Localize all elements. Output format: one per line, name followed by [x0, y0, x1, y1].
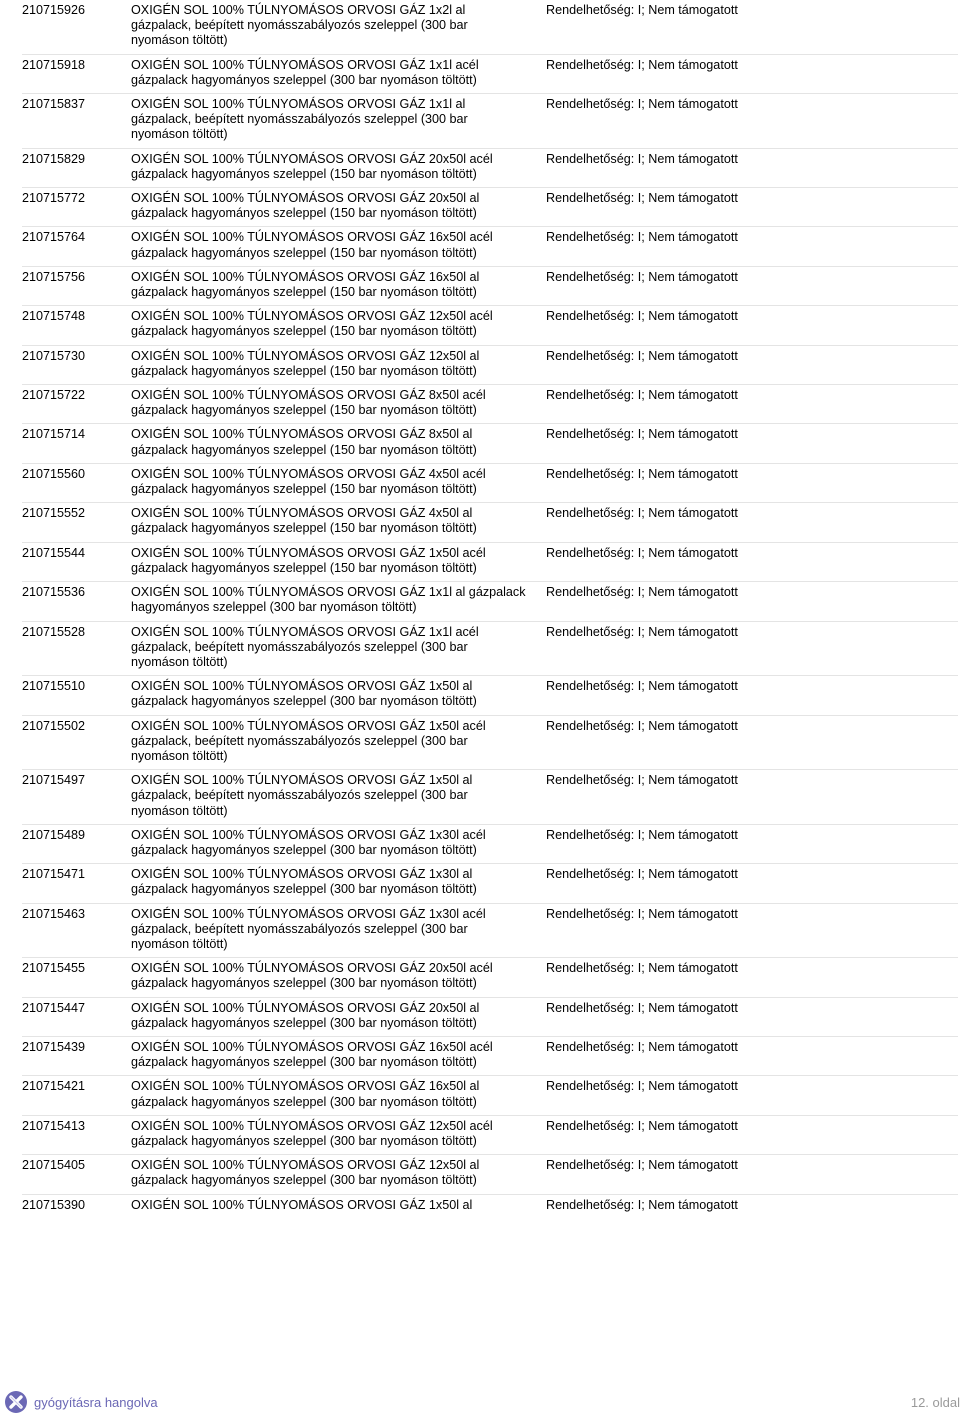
product-description: OXIGÉN SOL 100% TÚLNYOMÁSOS ORVOSI GÁZ 20x50l acél gázpalack hagyományos szeleppel (300 bar nyomáson töltött) [131, 961, 493, 991]
list-item [22, 676, 958, 715]
product-code: 210715560 [22, 466, 86, 481]
product-code: 210715447 [22, 1000, 86, 1015]
product-code: 210715536 [22, 585, 86, 600]
product-description: OXIGÉN SOL 100% TÚLNYOMÁSOS ORVOSI GÁZ 1x1l al gázpalack, beépített nyomásszabályozós szeleppel (300 bar nyomáson töltött) [131, 97, 468, 142]
list-item [22, 1076, 958, 1115]
availability-status: Rendelhetőség: I; Nem támogatott [546, 3, 738, 17]
availability-status: Rendelhetőség: I; Nem támogatott [546, 906, 738, 921]
product-description: OXIGÉN SOL 100% TÚLNYOMÁSOS ORVOSI GÁZ 4x50l al gázpalack hagyományos szeleppel (150 bar nyomáson töltött) [131, 506, 477, 536]
availability-status: Rendelhetőség: I; Nem támogatott [546, 1079, 738, 1094]
product-code: 210715756 [22, 269, 86, 284]
availability-status: Rendelhetőség: I; Nem támogatott [546, 151, 738, 166]
product-description: OXIGÉN SOL 100% TÚLNYOMÁSOS ORVOSI GÁZ 1x50l acél gázpalack hagyományos szeleppel (150 bar nyomáson töltött) [131, 545, 486, 575]
availability-status: Rendelhetőség: I; Nem támogatott [546, 427, 738, 442]
product-description: OXIGÉN SOL 100% TÚLNYOMÁSOS ORVOSI GÁZ 1x1l al gázpalack hagyományos szeleppel (300 bar nyomáson töltött) [131, 585, 526, 615]
availability-status: Rendelhetőség: I; Nem támogatott [546, 545, 738, 560]
product-code: 210715455 [22, 961, 86, 976]
availability-status: Rendelhetőség: I; Nem támogatott [546, 718, 738, 733]
list-item [22, 55, 958, 94]
product-code: 210715722 [22, 388, 86, 403]
product-description: OXIGÉN SOL 100% TÚLNYOMÁSOS ORVOSI GÁZ 16x50l acél gázpalack hagyományos szeleppel (150 bar nyomáson töltött) [131, 230, 493, 260]
product-description: OXIGÉN SOL 100% TÚLNYOMÁSOS ORVOSI GÁZ 20x50l al gázpalack hagyományos szeleppel (150 bar nyomáson töltött) [131, 191, 480, 221]
product-description: OXIGÉN SOL 100% TÚLNYOMÁSOS ORVOSI GÁZ 1x30l al gázpalack hagyományos szeleppel (300 bar nyomáson töltött) [131, 867, 477, 897]
product-code: 210715439 [22, 1039, 86, 1054]
availability-status: Rendelhetőség: I; Nem támogatott [546, 269, 738, 284]
list-item [22, 346, 958, 385]
product-list [22, 0, 958, 1218]
list-item [22, 267, 958, 306]
availability-status: Rendelhetőség: I; Nem támogatott [546, 309, 738, 324]
availability-status: Rendelhetőség: I; Nem támogatott [546, 773, 738, 788]
list-item [22, 188, 958, 227]
availability-status: Rendelhetőség: I; Nem támogatott [546, 466, 738, 481]
list-item [22, 716, 958, 771]
product-description: OXIGÉN SOL 100% TÚLNYOMÁSOS ORVOSI GÁZ 1x50l al [131, 1197, 473, 1212]
product-description: OXIGÉN SOL 100% TÚLNYOMÁSOS ORVOSI GÁZ 16x50l al gázpalack hagyományos szeleppel (150 bar nyomáson töltött) [131, 269, 480, 300]
availability-status: Rendelhetőség: I; Nem támogatott [546, 57, 738, 72]
product-description: OXIGÉN SOL 100% TÚLNYOMÁSOS ORVOSI GÁZ 20x50l al gázpalack hagyományos szeleppel (300 bar nyomáson töltött) [131, 1000, 480, 1030]
list-item [22, 825, 958, 864]
availability-status: Rendelhetőség: I; Nem támogatott [546, 230, 738, 245]
list-item [22, 1116, 958, 1155]
list-item [22, 582, 958, 621]
product-description: OXIGÉN SOL 100% TÚLNYOMÁSOS ORVOSI GÁZ 1x50l al gázpalack, beépített nyomásszabályozós szeleppel (300 bar nyomáson töltött) [131, 773, 473, 818]
product-code: 210715926 [22, 3, 86, 17]
list-item [22, 227, 958, 266]
availability-status: Rendelhetőség: I; Nem támogatott [546, 1158, 738, 1173]
availability-status: Rendelhetőség: I; Nem támogatott [546, 624, 738, 639]
list-item [22, 424, 958, 463]
product-description: OXIGÉN SOL 100% TÚLNYOMÁSOS ORVOSI GÁZ 12x50l acél gázpalack hagyományos szeleppel (300 bar nyomáson töltött) [131, 1118, 493, 1148]
availability-status: Rendelhetőség: I; Nem támogatott [546, 506, 738, 521]
list-item [22, 149, 958, 188]
cross-logo-icon [4, 1390, 28, 1414]
list-item [22, 958, 958, 997]
product-code: 210715510 [22, 679, 86, 694]
availability-status: Rendelhetőség: I; Nem támogatott [546, 961, 738, 976]
list-item [22, 1037, 958, 1076]
list-item [22, 503, 958, 542]
list-item [22, 385, 958, 424]
product-description: OXIGÉN SOL 100% TÚLNYOMÁSOS ORVOSI GÁZ 12x50l al gázpalack hagyományos szeleppel (150 bar nyomáson töltött) [131, 348, 480, 378]
availability-status: Rendelhetőség: I; Nem támogatott [546, 1039, 738, 1054]
product-code: 210715837 [22, 97, 86, 112]
product-description: OXIGÉN SOL 100% TÚLNYOMÁSOS ORVOSI GÁZ 8x50l acél gázpalack hagyományos szeleppel (150 bar nyomáson töltött) [131, 388, 486, 418]
availability-status: Rendelhetőség: I; Nem támogatott [546, 585, 738, 600]
product-code: 210715552 [22, 506, 86, 521]
list-item [22, 1155, 958, 1194]
product-code: 210715489 [22, 827, 86, 842]
product-description: OXIGÉN SOL 100% TÚLNYOMÁSOS ORVOSI GÁZ 12x50l al gázpalack hagyományos szeleppel (300 bar nyomáson töltött) [131, 1158, 480, 1188]
product-code: 210715405 [22, 1158, 86, 1173]
list-item [22, 998, 958, 1037]
list-item [22, 904, 958, 959]
product-description: OXIGÉN SOL 100% TÚLNYOMÁSOS ORVOSI GÁZ 1x2l al gázpalack, beépített nyomásszabályozós szeleppel (300 bar nyomáson töltött) [131, 3, 468, 48]
list-item [22, 622, 958, 677]
product-code: 210715918 [22, 57, 86, 72]
availability-status: Rendelhetőség: I; Nem támogatott [546, 348, 738, 363]
product-code: 210715471 [22, 867, 86, 882]
product-description: OXIGÉN SOL 100% TÚLNYOMÁSOS ORVOSI GÁZ 1x50l al gázpalack hagyományos szeleppel (300 bar nyomáson töltött) [131, 679, 477, 709]
product-code: 210715730 [22, 348, 86, 363]
product-code: 210715421 [22, 1079, 86, 1094]
product-code: 210715390 [22, 1197, 86, 1212]
list-item [22, 543, 958, 582]
product-description: OXIGÉN SOL 100% TÚLNYOMÁSOS ORVOSI GÁZ 1x30l acél gázpalack, beépített nyomásszabályozós szeleppel (300 bar nyomáson töltött) [131, 906, 486, 951]
list-item [22, 94, 958, 149]
product-code: 210715528 [22, 624, 86, 639]
product-code: 210715714 [22, 427, 86, 442]
product-description: OXIGÉN SOL 100% TÚLNYOMÁSOS ORVOSI GÁZ 8x50l al gázpalack hagyományos szeleppel (150 bar nyomáson töltött) [131, 427, 477, 457]
product-code: 210715748 [22, 309, 86, 324]
product-code: 210715764 [22, 230, 86, 245]
page-number: 12. oldal [910, 1395, 960, 1410]
availability-status: Rendelhetőség: I; Nem támogatott [546, 827, 738, 842]
product-description: OXIGÉN SOL 100% TÚLNYOMÁSOS ORVOSI GÁZ 20x50l acél gázpalack hagyományos szeleppel (150 bar nyomáson töltött) [131, 151, 493, 181]
product-description: OXIGÉN SOL 100% TÚLNYOMÁSOS ORVOSI GÁZ 1x30l acél gázpalack hagyományos szeleppel (300 bar nyomáson töltött) [131, 827, 486, 857]
product-code: 210715772 [22, 191, 86, 206]
product-description: OXIGÉN SOL 100% TÚLNYOMÁSOS ORVOSI GÁZ 1x1l acél gázpalack, beépített nyomásszabályozós szeleppel (300 bar nyomáson töltött) [131, 624, 479, 669]
list-item [22, 864, 958, 903]
product-description: OXIGÉN SOL 100% TÚLNYOMÁSOS ORVOSI GÁZ 12x50l acél gázpalack hagyományos szeleppel (150 bar nyomáson töltött) [131, 309, 493, 339]
availability-status: Rendelhetőség: I; Nem támogatott [546, 1197, 738, 1212]
list-item [22, 0, 958, 55]
product-description: OXIGÉN SOL 100% TÚLNYOMÁSOS ORVOSI GÁZ 1x50l acél gázpalack, beépített nyomásszabályozós szeleppel (300 bar nyomáson töltött) [131, 718, 486, 763]
product-code: 210715829 [22, 151, 86, 166]
availability-status: Rendelhetőség: I; Nem támogatott [546, 1000, 738, 1015]
product-description: OXIGÉN SOL 100% TÚLNYOMÁSOS ORVOSI GÁZ 16x50l acél gázpalack hagyományos szeleppel (300 bar nyomáson töltött) [131, 1039, 493, 1070]
product-code: 210715463 [22, 906, 86, 921]
product-description: OXIGÉN SOL 100% TÚLNYOMÁSOS ORVOSI GÁZ 4x50l acél gázpalack hagyományos szeleppel (150 bar nyomáson töltött) [131, 466, 486, 497]
product-description: OXIGÉN SOL 100% TÚLNYOMÁSOS ORVOSI GÁZ 1x1l acél gázpalack hagyományos szeleppel (300 bar nyomáson töltött) [131, 57, 479, 87]
availability-status: Rendelhetőség: I; Nem támogatott [546, 867, 738, 882]
product-code: 210715413 [22, 1118, 86, 1133]
list-item [22, 770, 958, 825]
list-item [22, 464, 958, 503]
availability-status: Rendelhetőség: I; Nem támogatott [546, 1118, 738, 1133]
product-code: 210715497 [22, 773, 86, 788]
availability-status: Rendelhetőség: I; Nem támogatott [546, 97, 738, 112]
availability-status: Rendelhetőség: I; Nem támogatott [546, 388, 738, 403]
brand-tagline: gyógyításra hangolva [34, 1395, 158, 1410]
list-item [22, 1195, 958, 1218]
product-code: 210715502 [22, 718, 86, 733]
page-footer [0, 1388, 960, 1420]
availability-status: Rendelhetőség: I; Nem támogatott [546, 679, 738, 694]
availability-status: Rendelhetőség: I; Nem támogatott [546, 191, 738, 206]
product-description: OXIGÉN SOL 100% TÚLNYOMÁSOS ORVOSI GÁZ 16x50l al gázpalack hagyományos szeleppel (300 bar nyomáson töltött) [131, 1079, 480, 1109]
list-item [22, 306, 958, 345]
product-code: 210715544 [22, 545, 86, 560]
